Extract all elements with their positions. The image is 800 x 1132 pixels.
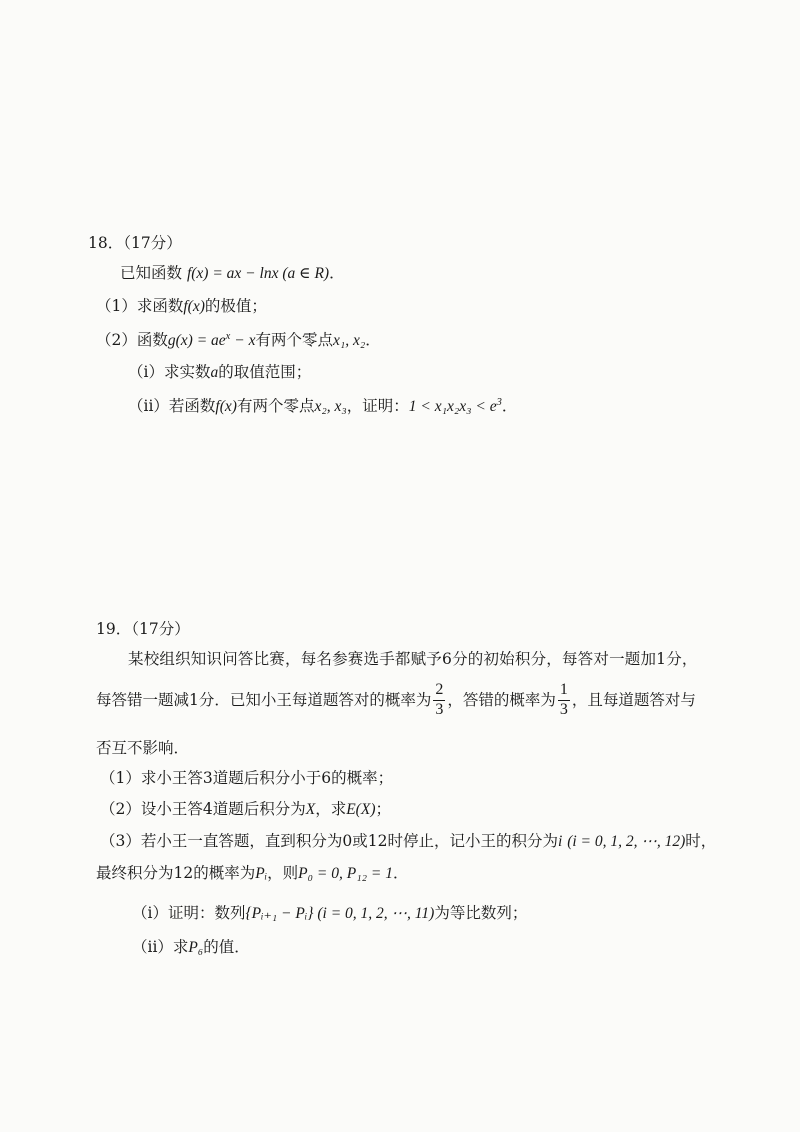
q18-part2-pre: （2）函数 xyxy=(96,330,168,349)
q19-fraction-correct xyxy=(433,682,445,719)
q19-sub-ii xyxy=(132,940,250,956)
q18-sub-ii-prove: ，证明： xyxy=(346,396,409,415)
q19-sub-i-pre: （i）证明：数列 xyxy=(132,904,246,922)
q19-part3-cont-pre: 最终积分为12的概率为 xyxy=(96,864,256,882)
q19-part2-end: ； xyxy=(375,800,391,818)
q19-part3-var: i xyxy=(557,833,563,850)
q19-sub-i xyxy=(132,906,527,922)
q19-part2-pre: （2）设小王答4道题后积分为 xyxy=(100,800,306,818)
q18-sub-i-post: 的取值范围； xyxy=(218,363,312,381)
q19-para2-pre: 每答错一题减1分．已知小王每道题答对的概率为 xyxy=(96,690,432,709)
q18-part2-mid: 有两个零点 xyxy=(255,330,333,349)
q18-sub-i-pre: （i）求实数 xyxy=(128,363,211,381)
q19-para3: 否互不影响． xyxy=(96,739,190,757)
q19-fraction-correct-den: 3 xyxy=(435,700,444,718)
q18-stem xyxy=(120,266,345,282)
q19-para2-mid: ，答错的概率为 xyxy=(447,690,556,709)
q19-sub-ii-pre: （ii）求 xyxy=(132,938,189,956)
q19-part1: （1）求小王答3道题后积分小于6的概率； xyxy=(100,769,394,787)
q19-fraction-wrong xyxy=(558,682,570,719)
q18-part1 xyxy=(96,299,267,315)
q18-sub-i-var: a xyxy=(210,364,219,381)
q18-sub-ii-formula: f(x) xyxy=(215,397,237,415)
q18-sub-ii-pre: （ii）若函数 xyxy=(128,396,216,415)
q19-para1: 某校组织知识问答比赛，每名参赛选手都赋予6分的初始积分，每答对一题加1分， xyxy=(128,650,698,668)
q19-para2 xyxy=(96,682,696,719)
q19-sub-i-seq: {Pᵢ₊₁ − Pᵢ} (i = 0, 1, 2, ⋯, 11) xyxy=(245,905,435,922)
q19-part3-cont-var: Pᵢ xyxy=(255,865,268,882)
q18-part1-formula: f(x) xyxy=(183,298,205,315)
q18-stem-text: 已知函数 xyxy=(120,264,183,282)
q19-fraction-wrong-den: 3 xyxy=(559,700,568,718)
q18-sub-i xyxy=(128,365,311,381)
q19-para2-post: ，且每道题答对与 xyxy=(571,690,696,709)
q18-stem-formula: f(x) = ax − lnx (a ∈ R) xyxy=(186,265,330,282)
q19-fraction-wrong-num: 1 xyxy=(558,682,570,701)
q19-header: 19．（17分） xyxy=(96,620,190,638)
q19-part3-end: 时， xyxy=(685,832,717,850)
q18-part2-formula: $g(x) = ae^x - x$ xyxy=(167,331,256,349)
q19-part3-cont-mid: ，则 xyxy=(267,864,299,882)
q19-part3-range: (i = 0, 1, 2, ⋯, 12) xyxy=(567,833,686,850)
q19-part3 xyxy=(100,834,716,850)
q18-part2-vars: x₁, x₂ xyxy=(332,331,366,349)
q18-sub-ii-mid: 有两个零点 xyxy=(236,396,315,415)
q19-sub-i-post: 为等比数列； xyxy=(434,904,528,922)
q19-part3-cont xyxy=(96,866,408,882)
q19-part2-mid: ，求 xyxy=(315,800,347,818)
q18-part2 xyxy=(96,332,381,348)
q19-part3-cont-end: ． xyxy=(392,864,409,882)
q19-sub-ii-post: 的值． xyxy=(203,938,250,956)
q18-stem-end: ． xyxy=(329,264,345,282)
q19-sub-ii-var: P₆ xyxy=(188,939,204,956)
q18-sub-ii-inequality: $1 < x_1x_2x_3 < e^3$ xyxy=(408,397,502,415)
q18-sub-ii xyxy=(128,398,517,414)
q18-part1-post: 的极值； xyxy=(204,297,267,315)
q19-fraction-correct-num: 2 xyxy=(433,682,445,701)
q19-part2-var: X xyxy=(305,801,316,818)
q19-part2 xyxy=(100,802,391,818)
q18-part1-pre: （1）求函数 xyxy=(96,297,184,315)
q19-part3-cont-cond: P₀ = 0, P₁₂ = 1 xyxy=(298,865,393,882)
q18-sub-ii-end: ． xyxy=(501,396,518,415)
q19-part3-pre: （3）若小王一直答题，直到积分为0或12时停止，记小王的积分为 xyxy=(100,832,558,850)
q18-sub-ii-vars: x₂, x₃ xyxy=(314,397,347,415)
q18-part2-end: ． xyxy=(365,330,381,349)
q18-header: 18．（17分） xyxy=(88,234,182,252)
q19-part2-expectation: E(X) xyxy=(346,801,376,818)
